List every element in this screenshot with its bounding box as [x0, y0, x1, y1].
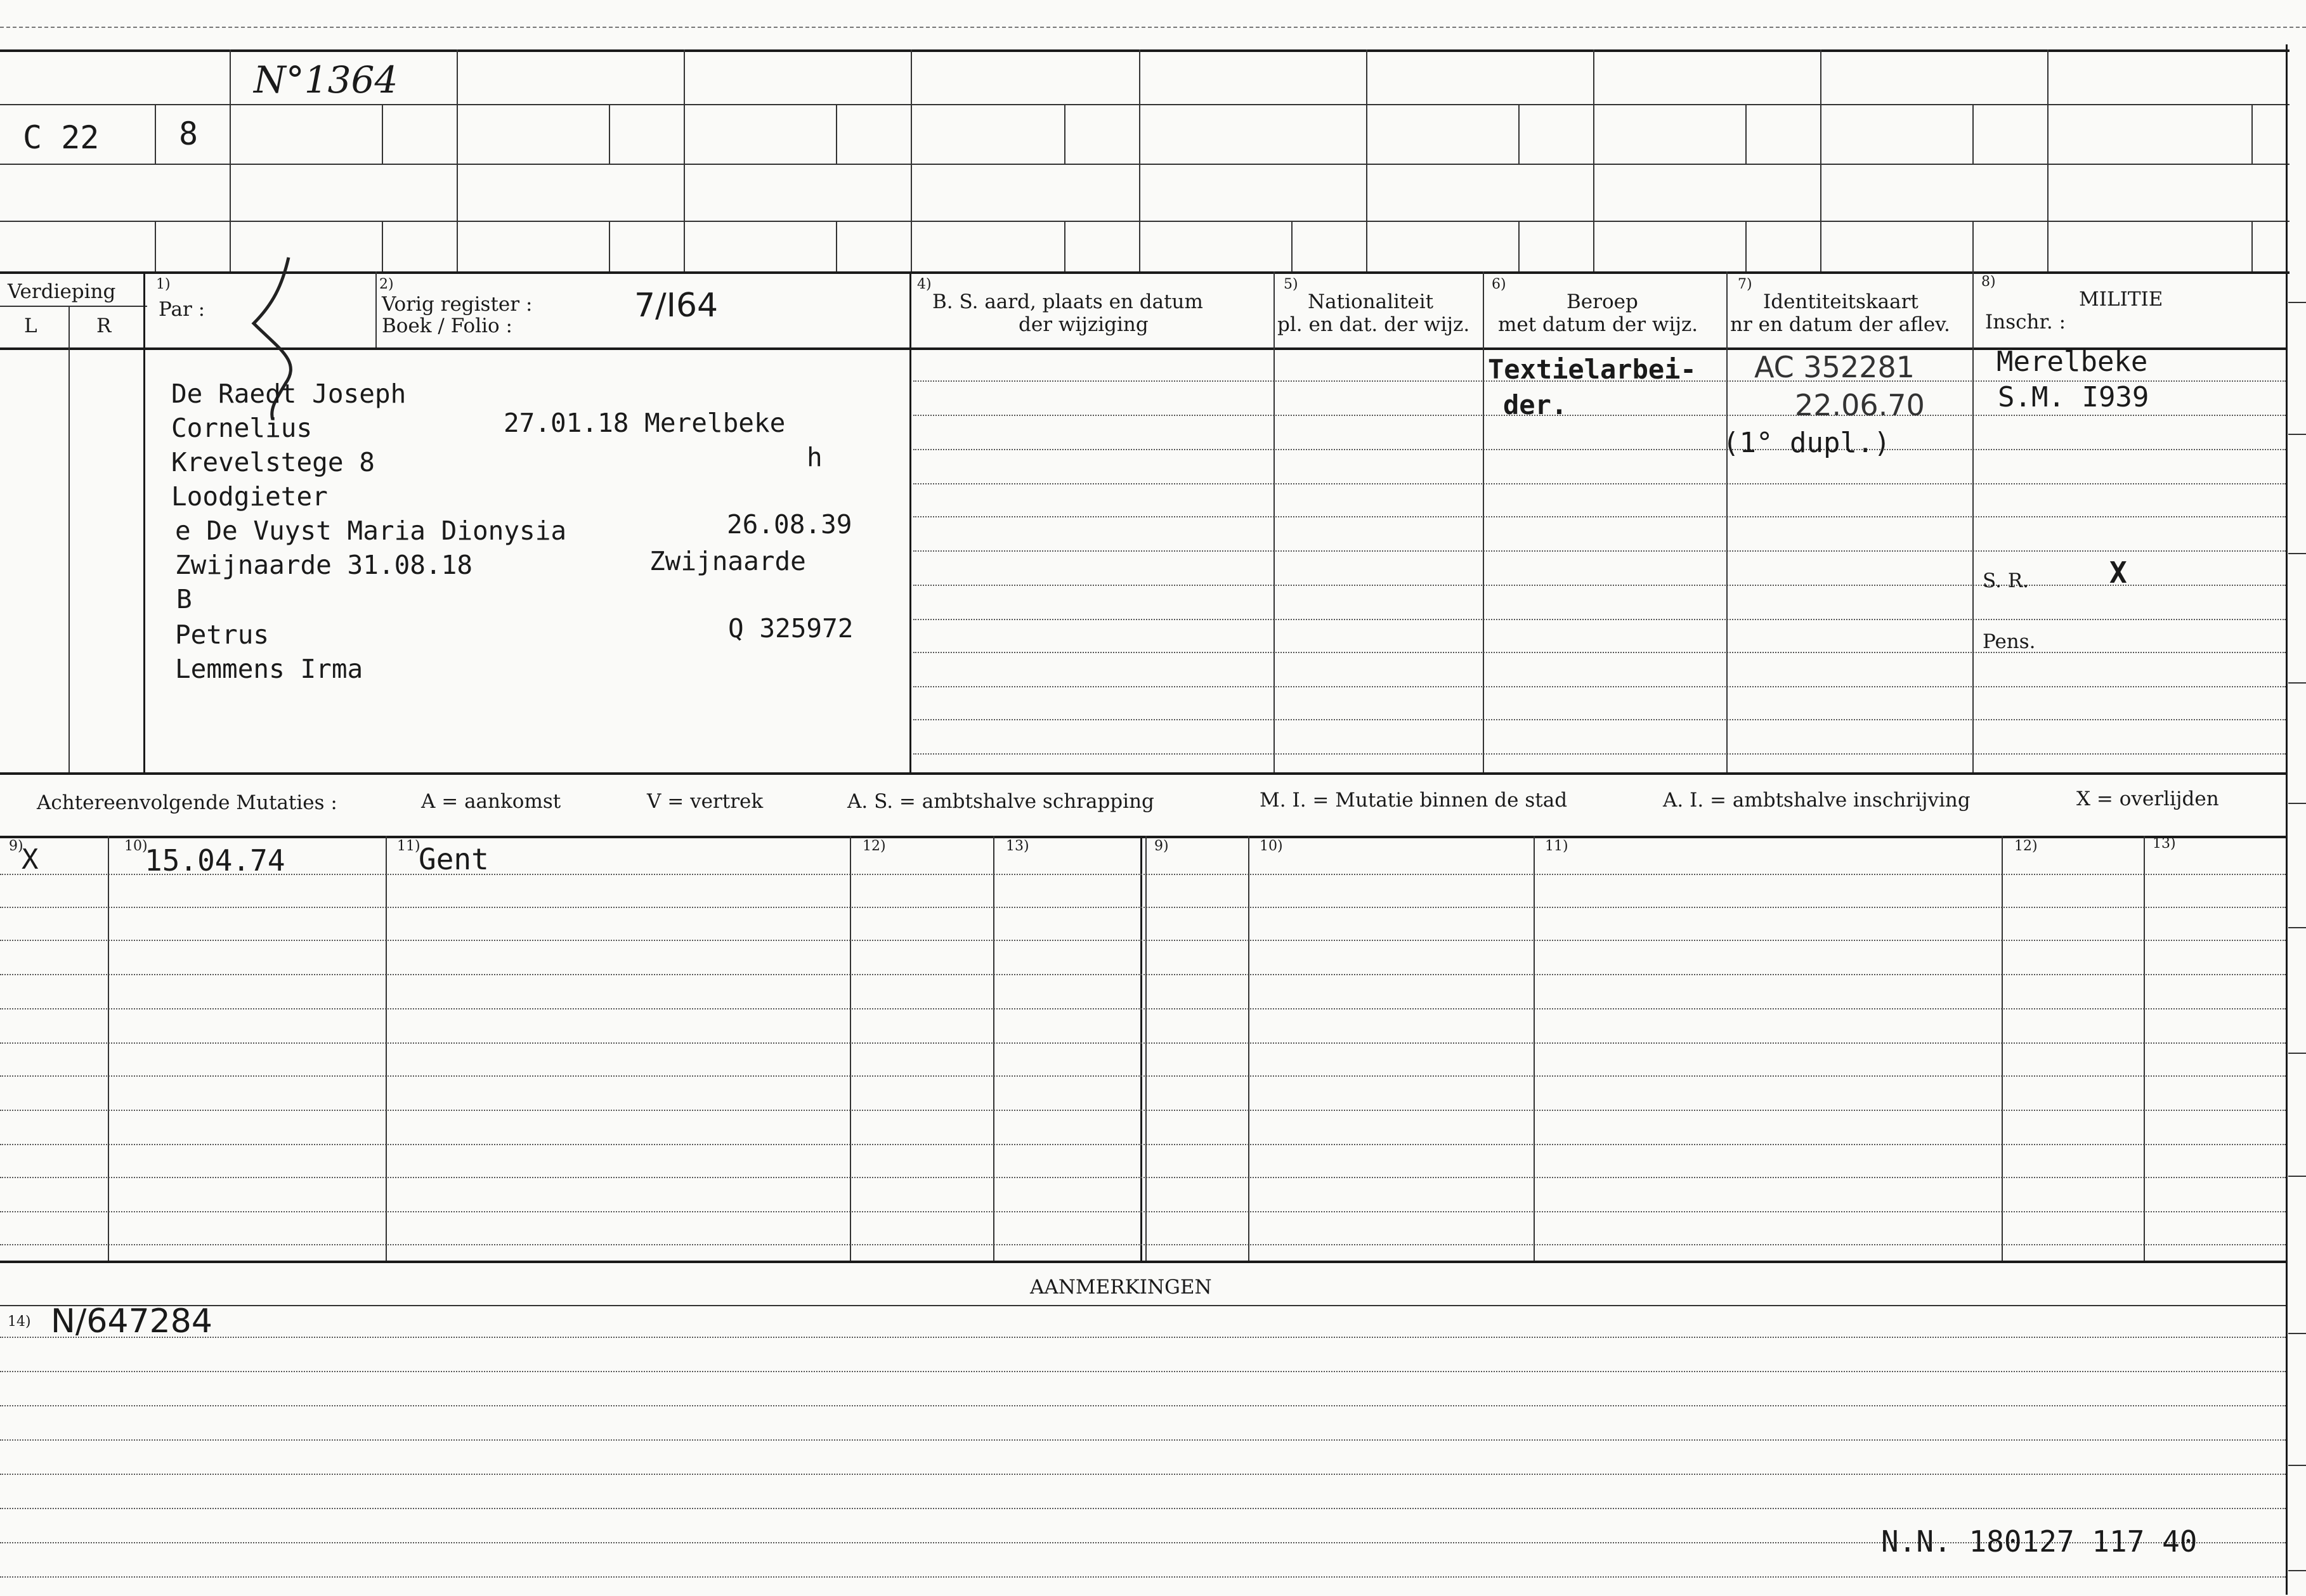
person-line-2: Cornelius — [171, 413, 313, 443]
inschr-label: Inschr. : — [1985, 311, 2066, 334]
par-label: Par : — [159, 298, 205, 321]
legend-aankomst: A = aankomst — [421, 790, 561, 813]
col6-line2: met datum der wijz. — [1498, 313, 1698, 336]
person-line-3: Krevelstege 8 — [171, 447, 375, 477]
col4-line2: der wijziging — [1019, 313, 1149, 336]
mut-col13-number: 13) — [1006, 838, 1029, 854]
mutatie-date: 15.04.74 — [145, 843, 285, 878]
militie-place: Merelbeke — [1997, 346, 2148, 378]
mutatie-place: Gent — [419, 842, 489, 876]
legend-vertrek: V = vertrek — [647, 790, 764, 813]
legend-ambtshalve-schrapping: A. S. = ambtshalve schrapping — [847, 790, 1154, 813]
beroep-line2: der. — [1503, 389, 1568, 420]
h-mark: h — [807, 442, 823, 472]
mut-col12-number: 12) — [863, 838, 886, 854]
person-line-4: Loodgieter — [171, 481, 328, 512]
mut-col9-number: 9) — [9, 838, 23, 854]
aanmerkingen-value: N/647284 — [51, 1302, 212, 1340]
person-line-9: Lemmens Irma — [175, 654, 363, 684]
verdieping-r-label: R — [96, 315, 112, 337]
verdieping-label: Verdieping — [8, 280, 116, 303]
militie-code: S.M. I939 — [1998, 381, 2149, 413]
beroep-line1: Textielarbei- — [1488, 354, 1697, 385]
person-line-5: e De Vuyst Maria Dionysia — [175, 516, 567, 546]
col5-line2: pl. en dat. der wijz. — [1277, 313, 1470, 336]
col5-number: 5) — [1284, 276, 1298, 292]
mut-col11-number: 11) — [397, 838, 420, 854]
boek-folio-label: Boek / Folio : — [382, 315, 512, 337]
aanmerkingen-title: AANMERKINGEN — [1030, 1276, 1212, 1299]
code-field: C 22 — [23, 119, 100, 156]
nn-number: N.N. 180127 117 40 — [1881, 1524, 2198, 1559]
aanmerkingen-number: 14) — [8, 1314, 31, 1330]
spouse-place: Zwijnaarde — [649, 546, 806, 576]
person-line-7: B — [176, 584, 192, 614]
marriage-date: 26.08.39 — [727, 509, 852, 540]
person-line-8: Petrus — [175, 620, 270, 650]
col8-number: 8) — [1981, 274, 1996, 290]
vorig-register-value: 7/I64 — [634, 287, 719, 325]
person-line-6: Zwijnaarde 31.08.18 — [175, 550, 472, 580]
mutatie-type: X — [22, 843, 39, 876]
col2-number: 2) — [379, 276, 394, 292]
col1-number: 1) — [156, 276, 171, 292]
id-card-number: AC 352281 — [1754, 350, 1915, 384]
number-field: 8 — [179, 115, 199, 152]
col7-line1: Identiteitskaart — [1763, 290, 1918, 313]
col7-line2: nr en datum der aflev. — [1730, 313, 1950, 336]
mut-col13b-number: 13) — [2153, 836, 2176, 852]
mut-col12b-number: 12) — [2014, 838, 2038, 854]
col4-number: 4) — [917, 276, 932, 292]
legend-mutatie-binnen-stad: M. I. = Mutatie binnen de stad — [1260, 789, 1568, 812]
id-card-date: 22.06.70 — [1795, 388, 1925, 422]
pens-label: Pens. — [1983, 630, 2036, 653]
verdieping-l-label: L — [24, 315, 37, 337]
sr-value: X — [2109, 555, 2127, 590]
col7-number: 7) — [1738, 276, 1752, 292]
sr-label: S. R. — [1983, 569, 2029, 592]
col6-line1: Beroep — [1567, 290, 1638, 313]
col5-line1: Nationaliteit — [1308, 290, 1434, 313]
mut-col10b-number: 10) — [1260, 838, 1283, 854]
handwritten-ref: N°1364 — [254, 58, 398, 101]
mut-col10-number: 10) — [124, 838, 148, 854]
legend-ambtshalve-inschrijving: A. I. = ambtshalve inschrijving — [1663, 789, 1971, 812]
q-number: Q 325972 — [728, 613, 854, 644]
col6-number: 6) — [1492, 276, 1506, 292]
militie-title: MILITIE — [2079, 288, 2163, 311]
person-line-1: De Raedt Joseph — [171, 379, 407, 409]
birth-date-place: 27.01.18 Merelbeke — [504, 408, 786, 438]
col4-line1: B. S. aard, plaats en datum — [932, 290, 1203, 313]
mutaties-title: Achtereenvolgende Mutaties : — [37, 791, 337, 814]
mut-col11b-number: 11) — [1545, 838, 1568, 854]
mut-col9b-number: 9) — [1154, 838, 1169, 854]
id-card-note: (1° dupl.) — [1723, 427, 1891, 459]
legend-overlijden: X = overlijden — [2076, 788, 2219, 810]
vorig-register-label: Vorig register : — [382, 293, 533, 316]
